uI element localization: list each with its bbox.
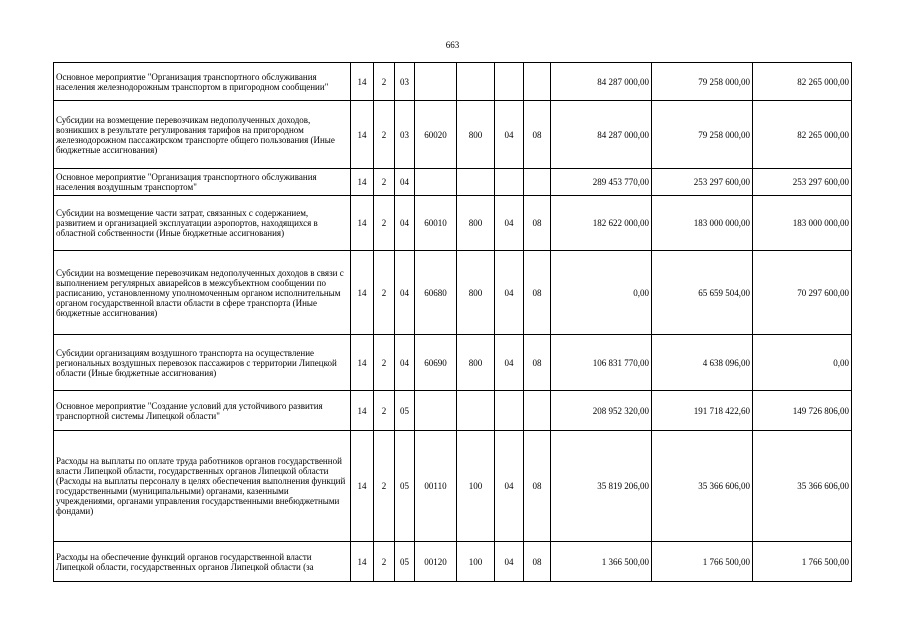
amount-cell: 289 453 770,00: [551, 169, 652, 196]
code-cell: 08: [524, 335, 551, 391]
code-cell: [495, 169, 524, 196]
amount-cell: 35 366 606,00: [753, 431, 852, 542]
code-cell: 2: [374, 251, 395, 335]
code-cell: 04: [395, 251, 415, 335]
amount-cell: 1 366 500,00: [551, 542, 652, 582]
code-cell: 14: [351, 101, 374, 169]
row-description: Основное мероприятие "Создание условий для устойчивого развития транспортной системы Липецкой области": [54, 391, 351, 431]
code-cell: 04: [495, 251, 524, 335]
amount-cell: 79 258 000,00: [652, 63, 753, 101]
code-cell: 00120: [415, 542, 457, 582]
amount-cell: 253 297 600,00: [652, 169, 753, 196]
code-cell: 800: [457, 335, 495, 391]
code-cell: [524, 169, 551, 196]
code-cell: 14: [351, 335, 374, 391]
table-row: [54, 335, 852, 391]
amount-cell: 0,00: [551, 251, 652, 335]
code-cell: 08: [524, 196, 551, 251]
amount-cell: 82 265 000,00: [753, 101, 852, 169]
amount-cell: 183 000 000,00: [753, 196, 852, 251]
code-cell: 05: [395, 542, 415, 582]
table-row: [54, 169, 852, 196]
budget-table: [53, 62, 852, 582]
page-number: 663: [445, 40, 460, 50]
code-cell: [524, 63, 551, 101]
code-cell: 04: [495, 335, 524, 391]
amount-cell: 106 831 770,00: [551, 335, 652, 391]
table-row: [54, 542, 852, 582]
amount-cell: 35 366 606,00: [652, 431, 753, 542]
code-cell: 2: [374, 101, 395, 169]
code-cell: 14: [351, 63, 374, 101]
amount-cell: 65 659 504,00: [652, 251, 753, 335]
code-cell: 800: [457, 196, 495, 251]
code-cell: [495, 391, 524, 431]
code-cell: [457, 391, 495, 431]
table-row: [54, 101, 852, 169]
code-cell: 00110: [415, 431, 457, 542]
amount-cell: 149 726 806,00: [753, 391, 852, 431]
code-cell: 100: [457, 431, 495, 542]
code-cell: 800: [457, 251, 495, 335]
amount-cell: 183 000 000,00: [652, 196, 753, 251]
code-cell: 08: [524, 542, 551, 582]
code-cell: 04: [495, 101, 524, 169]
amount-cell: 191 718 422,60: [652, 391, 753, 431]
code-cell: 14: [351, 542, 374, 582]
row-description: Основное мероприятие "Организация транспортного обслуживания населения воздушным транспортом": [54, 169, 351, 196]
table-row: [54, 391, 852, 431]
table-row: [54, 63, 852, 101]
amount-cell: 4 638 096,00: [652, 335, 753, 391]
code-cell: 04: [495, 196, 524, 251]
code-cell: 03: [395, 101, 415, 169]
amount-cell: 1 766 500,00: [652, 542, 753, 582]
code-cell: 2: [374, 196, 395, 251]
amount-cell: 79 258 000,00: [652, 101, 753, 169]
code-cell: 04: [495, 542, 524, 582]
table-row: [54, 431, 852, 542]
amount-cell: 0,00: [753, 335, 852, 391]
row-description: Расходы на выплаты по оплате труда работников органов государственной власти Липецкой области, государственных органов Липецкой области (Расходы на выплаты персоналу в целях обеспечения выполнения функций государственными (муниципальными) органами, казенными учреждениями, органами управления государственными внебюджетными фондами): [54, 431, 351, 542]
code-cell: 04: [395, 335, 415, 391]
code-cell: 800: [457, 101, 495, 169]
row-description: Расходы на обеспечение функций органов государственной власти Липецкой области, государственных органов Липецкой области (за: [54, 542, 351, 582]
amount-cell: 84 287 000,00: [551, 101, 652, 169]
amount-cell: 70 297 600,00: [753, 251, 852, 335]
code-cell: 2: [374, 542, 395, 582]
code-cell: 14: [351, 391, 374, 431]
row-description: Субсидии на возмещение перевозчикам недополученных доходов в связи с выполнением регулярных авиарейсов в межсубъектном сообщении по расписанию, установленному уполномоченным органом исполнительным органом государственной власти области в сфере транспорта (Иные бюджетные ассигнования): [54, 251, 351, 335]
row-description: Субсидии на возмещение части затрат, связанных с содержанием, развитием и организацией эксплуатации аэропортов, находящихся в областной собственности (Иные бюджетные ассигнования): [54, 196, 351, 251]
code-cell: 08: [524, 251, 551, 335]
amount-cell: 1 766 500,00: [753, 542, 852, 582]
row-description: Основное мероприятие "Организация транспортного обслуживания населения железнодорожным транспортом в пригородном сообщении": [54, 63, 351, 101]
code-cell: 2: [374, 335, 395, 391]
code-cell: 14: [351, 251, 374, 335]
code-cell: 60010: [415, 196, 457, 251]
code-cell: 05: [395, 391, 415, 431]
code-cell: 14: [351, 431, 374, 542]
table-row: [54, 196, 852, 251]
amount-cell: 84 287 000,00: [551, 63, 652, 101]
code-cell: 2: [374, 431, 395, 542]
code-cell: [415, 391, 457, 431]
code-cell: 14: [351, 196, 374, 251]
row-description: Субсидии организациям воздушного транспорта на осуществление региональных воздушных перевозок пассажиров с территории Липецкой области (Иные бюджетные ассигнования): [54, 335, 351, 391]
code-cell: 14: [351, 169, 374, 196]
code-cell: 04: [495, 431, 524, 542]
code-cell: 04: [395, 196, 415, 251]
code-cell: 100: [457, 542, 495, 582]
amount-cell: 82 265 000,00: [753, 63, 852, 101]
code-cell: [457, 63, 495, 101]
table-body: [54, 63, 852, 582]
amount-cell: 208 952 320,00: [551, 391, 652, 431]
code-cell: 08: [524, 431, 551, 542]
code-cell: 08: [524, 101, 551, 169]
row-description: Субсидии на возмещение перевозчикам недополученных доходов, возникших в результате регулирования тарифов на пригородном железнодорожном пассажирском транспорте общего пользования (Иные бюджетные ассигнования): [54, 101, 351, 169]
code-cell: 2: [374, 391, 395, 431]
amount-cell: 35 819 206,00: [551, 431, 652, 542]
code-cell: [415, 63, 457, 101]
amount-cell: 253 297 600,00: [753, 169, 852, 196]
code-cell: 60680: [415, 251, 457, 335]
code-cell: 60690: [415, 335, 457, 391]
code-cell: [457, 169, 495, 196]
code-cell: 60020: [415, 101, 457, 169]
code-cell: [495, 63, 524, 101]
code-cell: [415, 169, 457, 196]
code-cell: 2: [374, 169, 395, 196]
table-row: [54, 251, 852, 335]
code-cell: 05: [395, 431, 415, 542]
code-cell: 03: [395, 63, 415, 101]
amount-cell: 182 622 000,00: [551, 196, 652, 251]
code-cell: 04: [395, 169, 415, 196]
code-cell: 2: [374, 63, 395, 101]
code-cell: [524, 391, 551, 431]
